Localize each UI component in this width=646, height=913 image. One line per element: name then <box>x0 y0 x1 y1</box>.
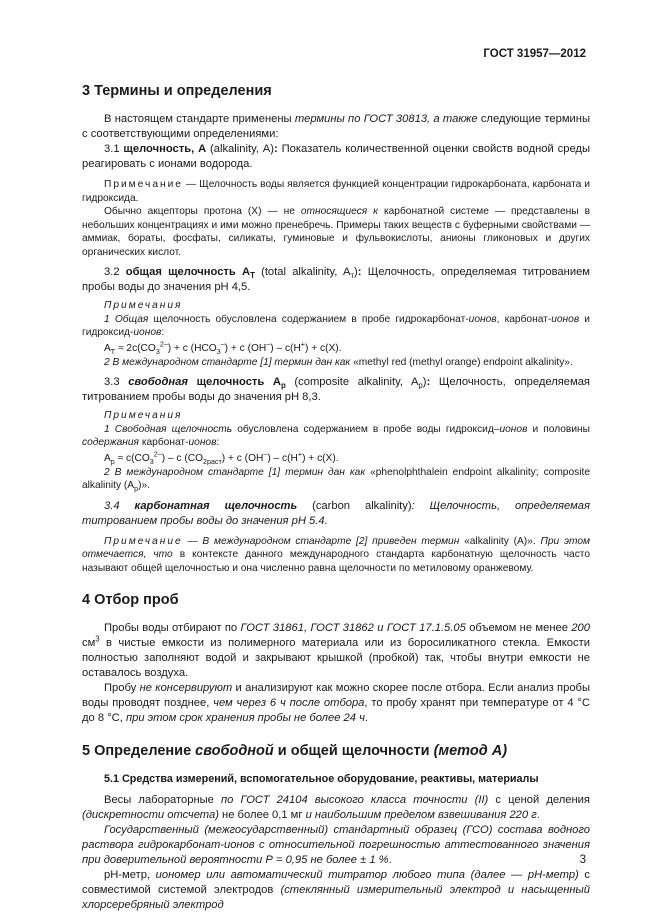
term-3-1-note-2: Обычно акцепторы протона (X) — не относящиеся к карбонатной системе — представлены в небольших концентрациях и ими можно пренебречь. Примеры таких веществ с буферными свойствами — аммиак, бораты, фосфаты, силикаты, гуминовые и фульвокислоты, анионы гликоновых и других органических кислот. <box>82 206 590 258</box>
term-3-3-notes-label: Примечания <box>104 410 183 421</box>
term-3-2-note-1: 1 Общая щелочность обусловлена содержанием в пробе гидрокарбонат-ионов, карбонат-ионов и гидроксид-ионов: <box>82 313 590 338</box>
term-3-2-note-2: 2 В международном стандарте [1] термин дан как «methyl red (methyl orange) endpoint alkalinity». <box>104 356 573 368</box>
section-5-heading: 5 Определение свободной и общей щелочности (метод А) <box>82 743 508 759</box>
term-3-1-note: Примечание — Щелочность воды является функцией концентрации гидрокарбоната, карбоната и гидроксида. <box>82 179 590 204</box>
page-content <box>82 82 590 913</box>
section-5-para-ph-meter: pH-метр, иономер или автоматический титратор любого типа (далее — pH-метр) с совместимой системой электродов (стеклянный измерительный электрод и насыщенный хлорсеребряный электрод <box>82 869 591 911</box>
section-3-intro: В настоящем стандарте применены термины по ГОСТ 30813, а также следующие термины с соответствующими определениями: <box>82 113 590 140</box>
formula-composite-alkalinity: $А_р \approx c(CO_3^{2-}) - c$ $(CO_{2раст}) + c$ (OH–) – c(H+) + c(X). <box>104 450 339 466</box>
term-3-2: 3.2 общая щелочность $А_Т$ (total alkalinity, $A_т$): Щелочность, определяемая титрованием пробы воды до значения pH 4,5. <box>82 266 590 293</box>
standard-code: ГОСТ 31957—2012 <box>483 48 586 60</box>
subsection-5-1-heading: 5.1 Средства измерений, вспомогательное оборудование, реактивы, материалы <box>104 773 539 785</box>
term-3-1: 3.1 щелочность, А (alkalinity, А): Показатель количественной оценки свойств водной среды реагировать с ионами водорода. <box>82 143 591 170</box>
term-3-3-note-1: 1 Свободная щелочность обусловлена содержанием в пробе воды гидроксид–ионов и половины содержания карбонат-ионов: <box>82 423 590 448</box>
section-4-para-2: Пробу не консервируют и анализируют как можно скорее после отбора. Если анализ пробы воды проводят позднее, чем через 6 ч после отбора, то пробу хранят при температуре от 4 °С до 8 °С, при этом срок хранения пробы не более 24 ч. <box>82 682 590 724</box>
section-4-heading: 4 Отбор проб <box>82 592 179 608</box>
term-3-4: 3.4 карбонатная щелочность (carbon alkalinity): Щелочность, определяемая титрованием пробы воды до значения pH 5.4. <box>82 499 590 527</box>
term-3-3: 3.3 свободная щелочность $А_р$ (composite alkalinity, $A_р$): Щелочность, определяемая титрованием пробы воды до значения pH 8,3. <box>82 376 590 403</box>
section-5-para-scales: Весы лабораторные по ГОСТ 24104 высокого класса точности (II) с ценой деления (дискретности отсчета) не более 0,1 мг и наибольшим пределом взвешивания 220 г. <box>82 794 590 821</box>
term-3-4-note: Примечание — В международном стандарте [2] приведен термин «alkalinity (A)». При этом отмечается, что в контексте данного международного стандарта карбонатную щелочность часто называют общей щелочностью и она численно равна щелочности по метиловому оранжевому. <box>82 535 591 574</box>
term-3-2-notes-label: Примечания <box>104 300 183 311</box>
formula-total-alkalinity: $А_Т \approx 2c(CO_3^{2-}) + c$ $(HCO_3^-) + c$ (OH–) – c(H+) + c(X). <box>104 340 342 356</box>
section-5-para-reference-sample: Государственный (межгосударственный) стандартный образец (ГСО) состава водного раствора гидрокарбонат-ионов с относительной погрешностью аттестованного значения при доверительной вероятности Р = 0,95 не более ± 1 %. <box>82 824 590 866</box>
section-3-heading: 3 Термины и определения <box>82 83 272 99</box>
term-3-3-note-2: 2 В международном стандарте [1] термин дан как «phenolphthalein endpoint alkalinity; composite alkalinity $(A_p)$». <box>82 466 590 494</box>
section-4-para-1: Пробы воды отбирают по ГОСТ 31861, ГОСТ 31862 и ГОСТ 17.1.5.05 объемом не менее 200 $см^3$ в чистые емкости из полимерного материала или из боросиликатного стекла. Емкости полностью заполняют водой и закрывают крышкой (пробкой) так, чтобы внутри емкости не оставалось воздуха. <box>82 622 590 679</box>
page-number: 3 <box>579 854 586 866</box>
